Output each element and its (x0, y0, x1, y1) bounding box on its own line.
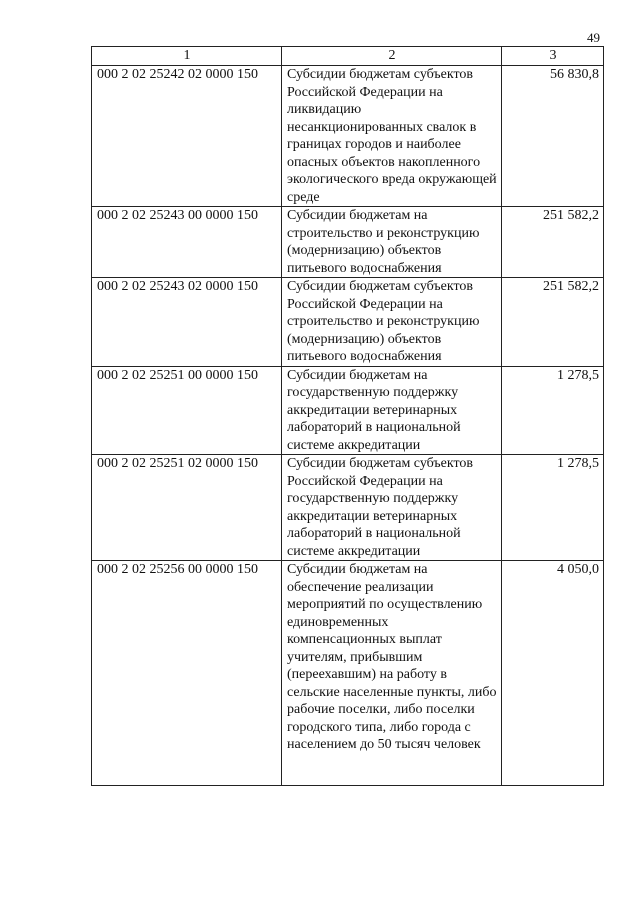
budget-code: 000 2 02 25243 00 0000 150 (92, 207, 282, 278)
table-row (92, 66, 604, 207)
table-row (92, 455, 604, 561)
subsidy-description: Субсидии бюджетам субъектов Российской Федерации на ликвидацию несанкционированных свалок в границах городов и наиболее опасных объектов накопленного экологического вреда окружающей среде (282, 66, 502, 207)
budget-code: 000 2 02 25251 00 0000 150 (92, 366, 282, 455)
table-row (92, 366, 604, 455)
budget-code: 000 2 02 25242 02 0000 150 (92, 66, 282, 207)
amount-value: 1 278,5 (502, 455, 604, 561)
table-row (92, 278, 604, 367)
table-row (92, 207, 604, 278)
subsidy-description: Субсидии бюджетам на государственную поддержку аккредитации ветеринарных лабораторий в национальной системе аккредитации (282, 366, 502, 455)
budget-code: 000 2 02 25251 02 0000 150 (92, 455, 282, 561)
amount-value: 56 830,8 (502, 66, 604, 207)
page-number: 49 (587, 30, 600, 45)
subsidy-description: Субсидии бюджетам субъектов Российской Федерации на строительство и реконструкцию (модернизацию) объектов питьевого водоснабжения (282, 278, 502, 367)
budget-code: 000 2 02 25256 00 0000 150 (92, 561, 282, 786)
column-header-description: 2 (282, 47, 502, 66)
subsidy-description: Субсидии бюджетам на обеспечение реализации мероприятий по осуществлению единовременных компенсационных выплат учителям, прибывшим (переехавшим) на работу в сельские населенные пункты, либо рабочие поселки, либо поселки городского типа, либо города с населением до 50 тысяч человек (282, 561, 502, 786)
amount-value: 1 278,5 (502, 366, 604, 455)
amount-value: 251 582,2 (502, 278, 604, 367)
budget-code: 000 2 02 25243 02 0000 150 (92, 278, 282, 367)
amount-value: 251 582,2 (502, 207, 604, 278)
column-header-code: 1 (92, 47, 282, 66)
header-row (92, 47, 604, 66)
table-row (92, 561, 604, 786)
subsidy-description: Субсидии бюджетам на строительство и реконструкцию (модернизацию) объектов питьевого водоснабжения (282, 207, 502, 278)
column-header-amount: 3 (502, 47, 604, 66)
budget-revenue-table (91, 46, 604, 786)
subsidy-description: Субсидии бюджетам субъектов Российской Федерации на государственную поддержку аккредитации ветеринарных лабораторий в национальной системе аккредитации (282, 455, 502, 561)
amount-value: 4 050,0 (502, 561, 604, 786)
